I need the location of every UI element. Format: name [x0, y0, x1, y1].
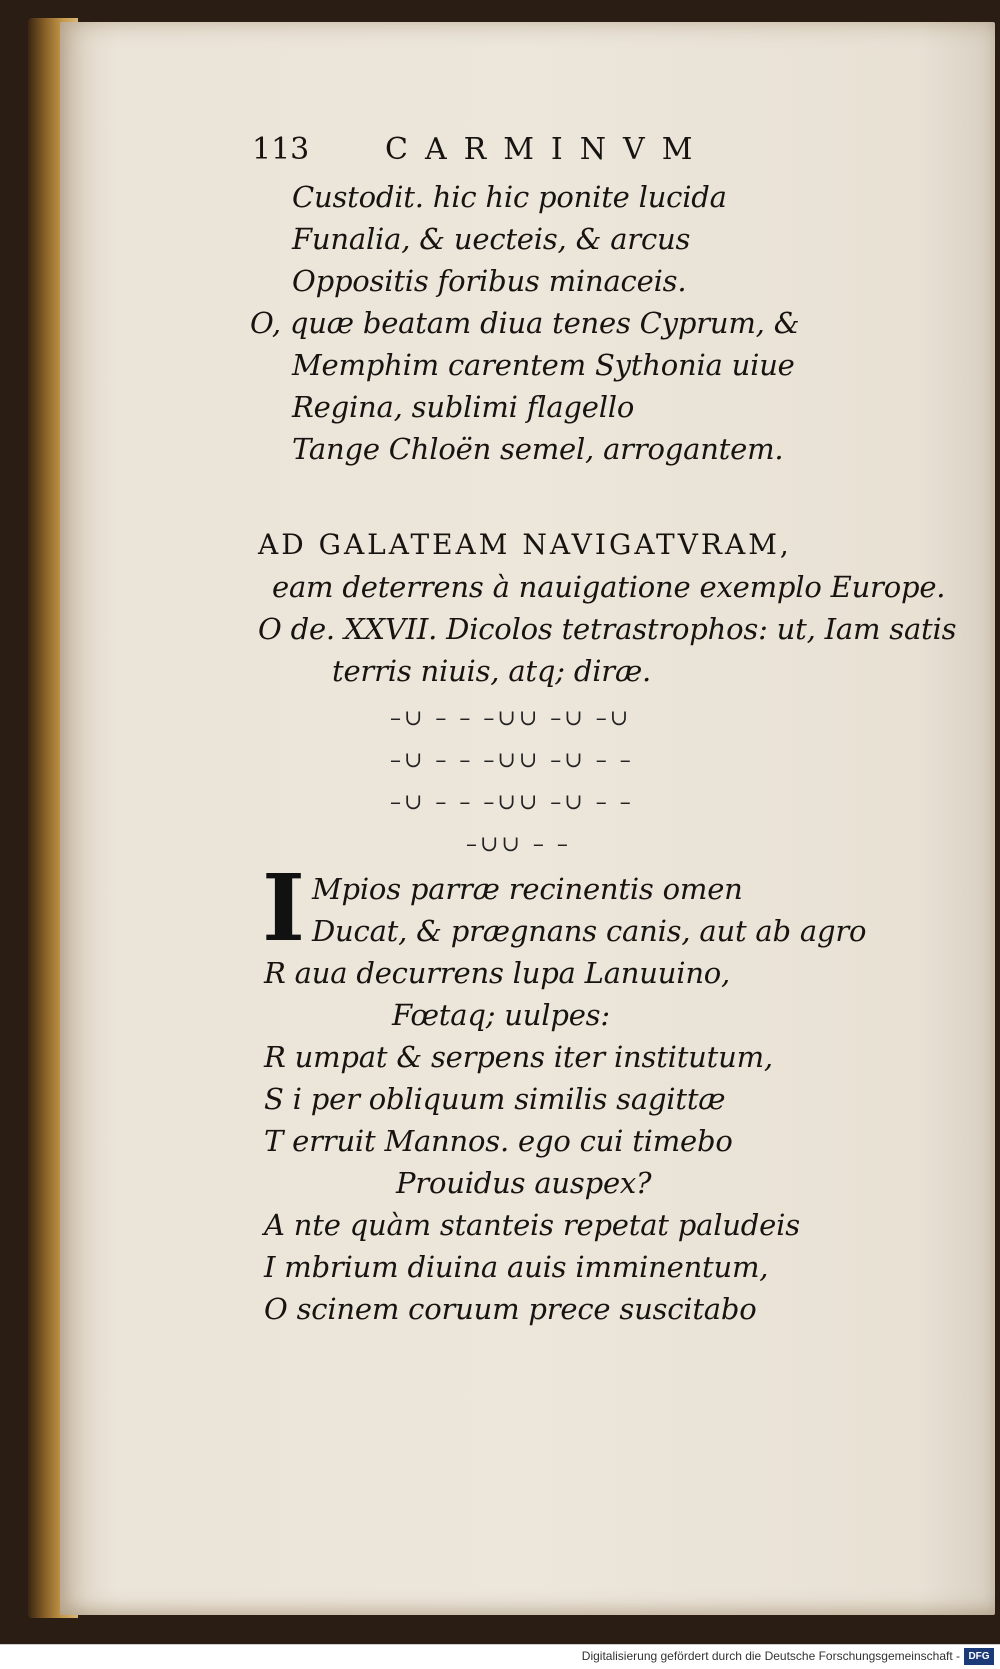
meter-scheme-line: –∪∪ – – — [466, 832, 571, 857]
verse-line: T erruit Mannos. ego cui timebo — [264, 1124, 733, 1158]
verse-line: Prouidus auspex? — [396, 1166, 652, 1200]
book-page — [60, 22, 995, 1615]
verse-line: Regina, sublimi flagello — [292, 390, 635, 424]
meter-scheme-line: –∪ – – –∪∪ –∪ –∪ — [390, 706, 632, 731]
verse-line: Funalia, & uecteis, & arcus — [292, 222, 691, 256]
bleed-through-text — [860, 160, 950, 1380]
poem-title: AD GALATEAM NAVIGATVRAM, — [258, 528, 792, 561]
footer-bar — [0, 1644, 1000, 1669]
verse-line: Tange Chloën semel, arrogantem. — [292, 432, 784, 466]
verse-line: Custodit. hic hic ponite lucida — [292, 180, 727, 214]
drop-cap: I — [262, 854, 306, 962]
meter-description: O de. XXVII. Dicolos tetrastrophos: ut, Iam satis — [258, 612, 957, 646]
verse-line: Fœtaq; uulpes: — [392, 998, 610, 1032]
verse-line: O scinem coruum prece suscitabo — [264, 1292, 757, 1326]
verse-line: R umpat & serpens iter institutum, — [264, 1040, 773, 1074]
verse-line: S i per obliquum similis sagittæ — [264, 1082, 726, 1116]
running-head: CARMINVM — [385, 132, 710, 167]
verse-line: Ducat, & prægnans canis, aut ab agro — [312, 914, 867, 948]
meter-scheme-line: –∪ – – –∪∪ –∪ – – — [390, 748, 634, 773]
dfg-logo-icon: DFG — [964, 1648, 994, 1665]
poem-subtitle: eam deterrens à nauigatione exemplo Europe. — [272, 570, 946, 604]
verse-line: I mbrium diuina auis imminentum, — [264, 1250, 769, 1284]
footer-credit: Digitalisierung gefördert durch die Deutsche Forschungsgemeinschaft - — [581, 1649, 960, 1663]
verse-line: O, quæ beatam diua tenes Cyprum, & — [250, 306, 800, 340]
verse-line: Memphim carentem Sythonia uiue — [292, 348, 795, 382]
verse-line: R aua decurrens lupa Lanuuino, — [264, 956, 731, 990]
verse-line: A nte quàm stanteis repetat paludeis — [264, 1208, 800, 1242]
verse-line: Oppositis foribus minaceis. — [292, 264, 687, 298]
page-number: 113 — [252, 132, 310, 167]
verse-line: Mpios parræ recinentis omen — [312, 872, 743, 906]
meter-description-cont: terris niuis, atq; diræ. — [332, 654, 652, 688]
meter-scheme-line: –∪ – – –∪∪ –∪ – – — [390, 790, 634, 815]
